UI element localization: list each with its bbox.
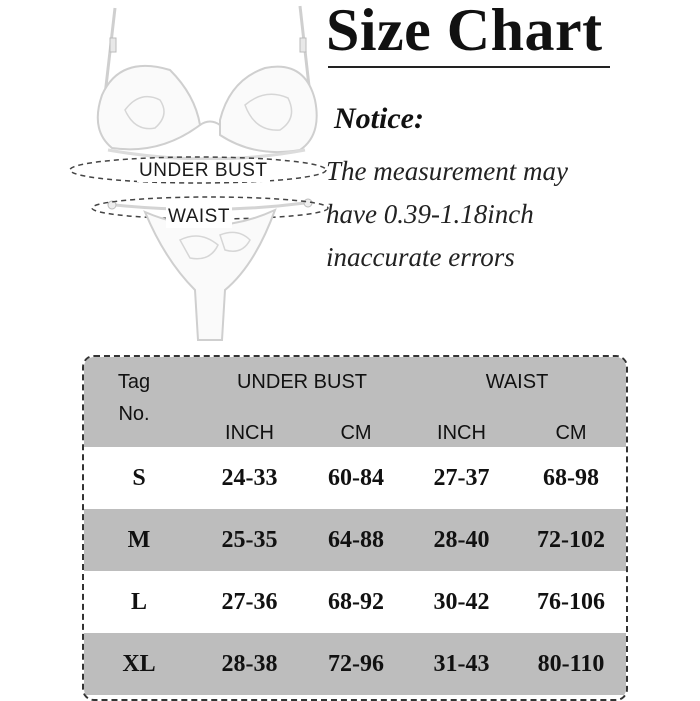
under-bust-inch-cell: 25-35 bbox=[221, 527, 278, 553]
waist-cm-header: CM bbox=[555, 422, 587, 444]
notice-line-2: have 0.39-1.18inch bbox=[326, 199, 534, 229]
table-row bbox=[84, 447, 626, 509]
waist-cm-cell: 76-106 bbox=[537, 589, 605, 615]
size-cell: XL bbox=[122, 651, 156, 677]
under-bust-cm-cell: 68-92 bbox=[328, 589, 384, 615]
size-table bbox=[82, 355, 628, 701]
table-row bbox=[84, 571, 626, 633]
under-bust-header: UNDER BUST bbox=[236, 371, 367, 393]
waist-inch-cell: 27-37 bbox=[433, 465, 490, 491]
waist-inch-cell: 30-42 bbox=[433, 589, 490, 615]
under-bust-cm-header: CM bbox=[340, 422, 372, 444]
notice-line-1: The measurement may bbox=[326, 156, 568, 186]
under-bust-cm-cell: 60-84 bbox=[328, 465, 384, 491]
waist-inch-cell: 31-43 bbox=[433, 651, 490, 677]
tag-header-sub: No. bbox=[118, 403, 150, 425]
table-row bbox=[84, 633, 626, 695]
notice-heading: Notice: bbox=[334, 102, 424, 135]
waist-cm-cell: 72-102 bbox=[537, 527, 605, 553]
title-underline bbox=[328, 66, 610, 68]
waist-label: WAIST bbox=[168, 206, 230, 227]
waist-header: WAIST bbox=[485, 371, 549, 393]
under-bust-cm-cell: 72-96 bbox=[328, 651, 384, 677]
under-bust-inch-cell: 24-33 bbox=[221, 465, 278, 491]
waist-cm-cell: 80-110 bbox=[537, 651, 605, 677]
under-bust-inch-header: INCH bbox=[225, 422, 274, 444]
notice-line-3: inaccurate errors bbox=[326, 242, 515, 272]
under-bust-inch-cell: 27-36 bbox=[221, 589, 278, 615]
table-row bbox=[84, 509, 626, 571]
under-bust-cm-cell: 64-88 bbox=[328, 527, 384, 553]
page-title: Size Chart bbox=[326, 0, 603, 63]
under-bust-label: UNDER BUST bbox=[139, 160, 268, 181]
waist-cm-cell: 68-98 bbox=[543, 465, 599, 491]
table-header bbox=[84, 357, 626, 447]
size-cell: S bbox=[132, 465, 146, 491]
waist-inch-cell: 28-40 bbox=[433, 527, 490, 553]
waist-inch-header: INCH bbox=[437, 422, 486, 444]
size-cell: M bbox=[127, 527, 151, 553]
size-cell: L bbox=[130, 589, 147, 615]
tag-header: Tag bbox=[117, 371, 151, 393]
under-bust-inch-cell: 28-38 bbox=[221, 651, 278, 677]
